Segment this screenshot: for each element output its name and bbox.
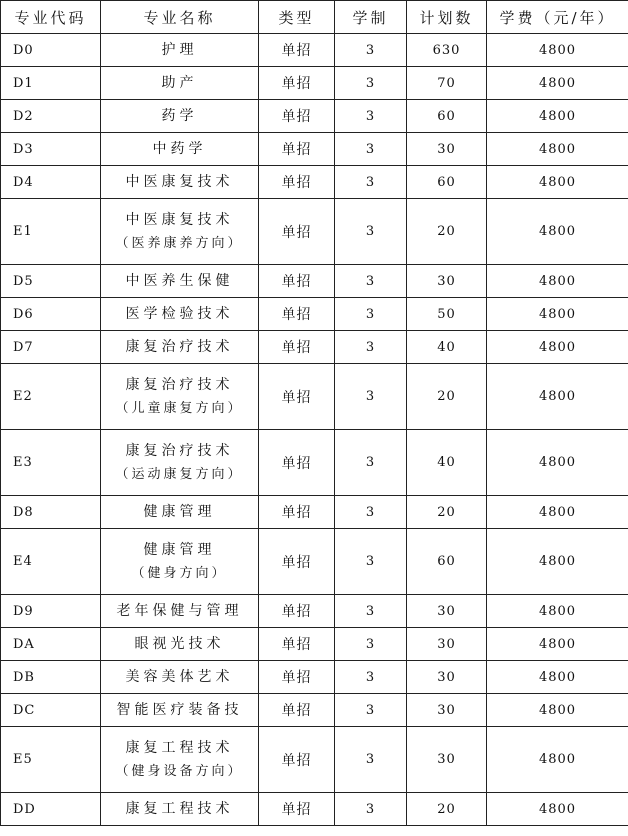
years-cell: 3	[335, 199, 407, 265]
major-code-cell: D2	[1, 100, 101, 133]
major-code-cell: D6	[1, 298, 101, 331]
plan-count-cell: 30	[407, 727, 487, 793]
major-name: 健康管理	[143, 541, 216, 558]
years-cell: 3	[335, 100, 407, 133]
major-name: 老年保健与管理	[116, 602, 243, 619]
table-row	[1, 793, 628, 826]
major-name-cell	[101, 727, 259, 793]
plan-count-cell: 20	[407, 793, 487, 826]
type-cell: 单招	[259, 727, 335, 793]
table-row	[1, 331, 628, 364]
major-name-cell	[101, 793, 259, 826]
major-name: 中医康复技术	[125, 173, 234, 190]
major-name-cell	[101, 694, 259, 727]
major-name: 康复工程技术	[125, 739, 234, 756]
years-cell: 3	[335, 793, 407, 826]
table-row	[1, 628, 628, 661]
table-body	[1, 34, 628, 826]
years-cell: 3	[335, 67, 407, 100]
major-code-cell: E2	[1, 364, 101, 430]
major-name-cell	[101, 265, 259, 298]
plan-count-cell: 30	[407, 694, 487, 727]
table-row	[1, 595, 628, 628]
major-name: 眼视光技术	[134, 635, 225, 652]
years-cell: 3	[335, 265, 407, 298]
major-name-cell	[101, 628, 259, 661]
type-cell: 单招	[259, 199, 335, 265]
table-row	[1, 496, 628, 529]
type-cell: 单招	[259, 67, 335, 100]
fee-cell: 4800	[487, 793, 628, 826]
type-cell: 单招	[259, 364, 335, 430]
years-cell: 3	[335, 628, 407, 661]
type-cell: 单招	[259, 661, 335, 694]
plan-count-cell: 20	[407, 496, 487, 529]
major-name: 健康管理	[143, 503, 216, 520]
fee-cell: 4800	[487, 298, 628, 331]
table-row	[1, 100, 628, 133]
years-cell: 3	[335, 529, 407, 595]
fee-cell: 4800	[487, 34, 628, 67]
type-cell: 单招	[259, 298, 335, 331]
plan-count-cell: 30	[407, 595, 487, 628]
plan-count-cell: 40	[407, 331, 487, 364]
plan-count-cell: 60	[407, 100, 487, 133]
major-name-cell	[101, 430, 259, 496]
table-row	[1, 694, 628, 727]
major-name-cell	[101, 166, 259, 199]
plan-count-cell: 50	[407, 298, 487, 331]
fee-cell: 4800	[487, 430, 628, 496]
type-cell: 单招	[259, 133, 335, 166]
major-name-cell	[101, 364, 259, 430]
table-row	[1, 727, 628, 793]
major-name: 药学	[161, 107, 198, 124]
major-code-cell: DD	[1, 793, 101, 826]
plan-count-cell: 630	[407, 34, 487, 67]
years-cell: 3	[335, 298, 407, 331]
fee-cell: 4800	[487, 628, 628, 661]
type-cell: 单招	[259, 331, 335, 364]
plan-count-cell: 60	[407, 529, 487, 595]
years-cell: 3	[335, 133, 407, 166]
major-code-cell: D3	[1, 133, 101, 166]
type-cell: 单招	[259, 166, 335, 199]
major-code-cell: DC	[1, 694, 101, 727]
major-code-cell: D4	[1, 166, 101, 199]
table-row	[1, 166, 628, 199]
fee-cell: 4800	[487, 496, 628, 529]
years-cell: 3	[335, 34, 407, 67]
major-direction: （儿童康复方向）	[115, 400, 244, 416]
major-code-cell: DB	[1, 661, 101, 694]
header-cell-type: 类型	[259, 1, 335, 34]
major-direction: （运动康复方向）	[115, 466, 244, 482]
header-cell-plan: 计划数	[407, 1, 487, 34]
major-name-cell	[101, 496, 259, 529]
fee-cell: 4800	[487, 199, 628, 265]
years-cell: 3	[335, 727, 407, 793]
years-cell: 3	[335, 364, 407, 430]
years-cell: 3	[335, 595, 407, 628]
header-cell-fee: 学费（元/年）	[487, 1, 628, 34]
header-cell-code: 专业代码	[1, 1, 101, 34]
table-row	[1, 67, 628, 100]
fee-cell: 4800	[487, 661, 628, 694]
major-name-cell	[101, 298, 259, 331]
years-cell: 3	[335, 166, 407, 199]
major-name: 中医康复技术	[125, 211, 234, 228]
major-name: 护理	[161, 41, 198, 58]
major-name: 智能医疗装备技	[116, 701, 243, 718]
type-cell: 单招	[259, 793, 335, 826]
fee-cell: 4800	[487, 166, 628, 199]
plan-count-cell: 30	[407, 628, 487, 661]
table-row	[1, 364, 628, 430]
major-name: 美容美体艺术	[125, 668, 234, 685]
table-row	[1, 133, 628, 166]
type-cell: 单招	[259, 496, 335, 529]
years-cell: 3	[335, 661, 407, 694]
header-cell-name: 专业名称	[101, 1, 259, 34]
major-code-cell: D5	[1, 265, 101, 298]
years-cell: 3	[335, 430, 407, 496]
plan-count-cell: 20	[407, 364, 487, 430]
fee-cell: 4800	[487, 133, 628, 166]
plan-count-cell: 60	[407, 166, 487, 199]
type-cell: 单招	[259, 34, 335, 67]
fee-cell: 4800	[487, 100, 628, 133]
major-name-cell	[101, 199, 259, 265]
major-code-cell: E1	[1, 199, 101, 265]
table-row	[1, 265, 628, 298]
plan-count-cell: 30	[407, 133, 487, 166]
plan-count-cell: 30	[407, 661, 487, 694]
table-row	[1, 199, 628, 265]
fee-cell: 4800	[487, 595, 628, 628]
major-code-cell: DA	[1, 628, 101, 661]
fee-cell: 4800	[487, 364, 628, 430]
type-cell: 单招	[259, 595, 335, 628]
type-cell: 单招	[259, 100, 335, 133]
plan-count-cell: 70	[407, 67, 487, 100]
major-code-cell: E5	[1, 727, 101, 793]
fee-cell: 4800	[487, 67, 628, 100]
major-name-cell	[101, 133, 259, 166]
type-cell: 单招	[259, 628, 335, 661]
major-name-cell	[101, 595, 259, 628]
fee-cell: 4800	[487, 727, 628, 793]
plan-count-cell: 30	[407, 265, 487, 298]
major-name: 康复治疗技术	[125, 442, 234, 459]
major-code-cell: E3	[1, 430, 101, 496]
major-direction: （健身方向）	[131, 565, 228, 581]
major-name: 康复工程技术	[125, 800, 234, 817]
type-cell: 单招	[259, 529, 335, 595]
major-name-cell	[101, 661, 259, 694]
major-code-cell: D9	[1, 595, 101, 628]
major-direction: （医养康养方向）	[115, 235, 244, 251]
type-cell: 单招	[259, 694, 335, 727]
years-cell: 3	[335, 331, 407, 364]
type-cell: 单招	[259, 265, 335, 298]
major-name-cell	[101, 529, 259, 595]
header-row	[1, 1, 628, 34]
major-name-cell	[101, 100, 259, 133]
table-row	[1, 298, 628, 331]
header-cell-years: 学制	[335, 1, 407, 34]
major-name: 中药学	[152, 140, 207, 157]
years-cell: 3	[335, 496, 407, 529]
plan-count-cell: 20	[407, 199, 487, 265]
table-row	[1, 430, 628, 496]
major-name-cell	[101, 34, 259, 67]
table-row	[1, 34, 628, 67]
major-name: 医学检验技术	[125, 305, 234, 322]
major-direction: （健身设备方向）	[115, 763, 244, 779]
fee-cell: 4800	[487, 694, 628, 727]
major-code-cell: D7	[1, 331, 101, 364]
major-name-cell	[101, 67, 259, 100]
major-name: 康复治疗技术	[125, 376, 234, 393]
major-name-cell	[101, 331, 259, 364]
table-row	[1, 529, 628, 595]
major-code-cell: E4	[1, 529, 101, 595]
type-cell: 单招	[259, 430, 335, 496]
major-code-cell: D1	[1, 67, 101, 100]
major-name: 康复治疗技术	[125, 338, 234, 355]
fee-cell: 4800	[487, 331, 628, 364]
years-cell: 3	[335, 694, 407, 727]
fee-cell: 4800	[487, 529, 628, 595]
fee-cell: 4800	[487, 265, 628, 298]
major-name: 助产	[161, 74, 198, 91]
table-row	[1, 661, 628, 694]
major-name: 中医养生保健	[125, 272, 234, 289]
plan-count-cell: 40	[407, 430, 487, 496]
major-code-cell: D0	[1, 34, 101, 67]
major-code-cell: D8	[1, 496, 101, 529]
